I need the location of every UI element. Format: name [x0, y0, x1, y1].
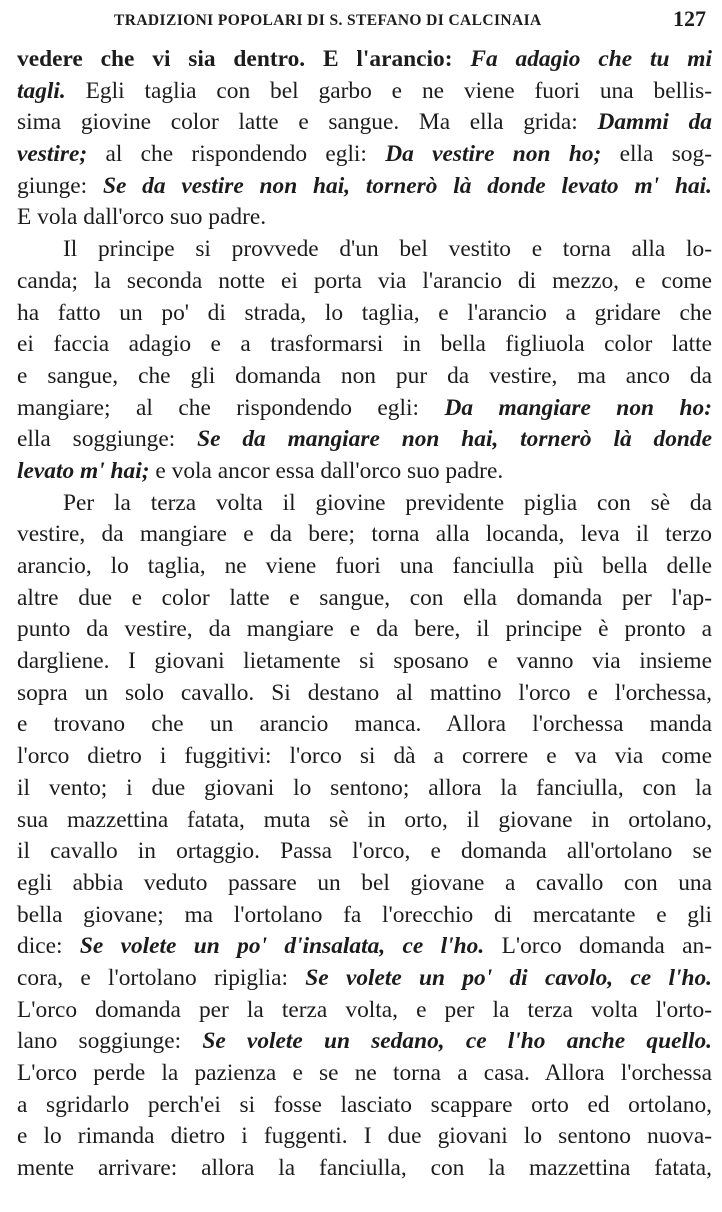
italic-segment: Dammi da: [597, 109, 712, 136]
text-line: [17, 298, 712, 330]
italic-segment: tagli.: [17, 77, 66, 104]
text-line: [17, 805, 712, 837]
text-segment: ella soggiunge:: [17, 426, 198, 453]
text-segment: ha fatto un po' di strada, lo taglia, e l'arancio a gridare che: [17, 299, 712, 326]
text-line: [17, 44, 712, 76]
body-text: [17, 44, 712, 1185]
text-line: [17, 1026, 712, 1058]
text-segment: sua mazzettina fatata, muta sè in orto, il giovane in ortolano,: [17, 806, 712, 833]
text-line: [17, 488, 712, 520]
italic-segment: Da vestire non ho;: [385, 141, 602, 168]
text-segment: il vento; i due giovani lo sentono; allora la fanciulla, con la: [17, 774, 712, 801]
text-line: [17, 995, 712, 1027]
text-line: [17, 931, 712, 963]
text-line: [17, 836, 712, 868]
text-segment: cora, e l'ortolano ripiglia:: [17, 964, 306, 991]
text-segment: e vola ancor essa dall'orco suo padre.: [149, 457, 504, 484]
text-segment: egli abbia veduto passare un bel giovane a cavallo con una: [17, 869, 712, 896]
text-segment: Il principe si provvede d'un bel vestito e torna alla lo-: [63, 236, 712, 263]
text-segment: E vola dall'orco suo padre.: [17, 204, 267, 231]
italic-segment: Da mangiare non ho:: [444, 394, 712, 421]
text-line: [17, 107, 712, 139]
text-line: [17, 678, 712, 710]
text-segment: altre due e color latte e sangue, con ella domanda per l'ap-: [17, 584, 712, 611]
text-line: [17, 551, 712, 583]
text-segment: l'orco dietro i fuggitivi: l'orco si dà a correre e va via come: [17, 743, 712, 770]
text-line: [17, 266, 712, 298]
italic-segment: Se volete un po' di cavolo, ce l'ho.: [305, 964, 712, 991]
text-line: [17, 76, 712, 108]
text-line: [17, 361, 712, 393]
text-segment: sopra un solo cavallo. Si destano al mattino l'orco e l'orchessa,: [17, 679, 712, 706]
text-line: [17, 139, 712, 171]
text-segment: ei faccia adagio e a trasformarsi in bella figliuola color latte: [17, 331, 712, 358]
text-line: [17, 171, 712, 203]
text-line: [17, 1058, 712, 1090]
text-segment: canda; la seconda notte ei porta via l'arancio di mezzo, e come: [17, 267, 712, 294]
text-line: [17, 456, 712, 488]
text-segment: arancio, lo taglia, ne viene fuori una fanciulla più bella delle: [17, 553, 712, 579]
text-segment: vestire, da mangiare e da bere; torna alla locanda, leva il terzo: [17, 521, 712, 548]
text-segment: e trovano che un arancio manca. Allora l'orchessa manda: [17, 711, 712, 738]
italic-segment: Se volete un sedano, ce l'ho anche quello.: [202, 1028, 712, 1055]
italic-segment: Fa adagio che tu mi: [470, 46, 712, 72]
text-segment: il cavallo in ortaggio. Passa l'orco, e domanda all'ortolano se: [17, 838, 712, 865]
text-segment: Per la terza volta il giovine previdente piglia con sè da: [63, 489, 712, 516]
text-segment: L'orco perde la pazienza e se ne torna a casa. Allora l'orchessa: [17, 1060, 712, 1086]
text-line: [17, 393, 712, 425]
text-segment: mangiare; al che rispondendo egli:: [17, 394, 445, 421]
text-segment: lano soggiunge:: [17, 1028, 203, 1055]
text-line: [17, 709, 712, 741]
running-head: TRADIZIONI POPOLARI DI S. STEFANO DI CALCINAIA: [114, 12, 542, 29]
text-line: [17, 202, 712, 234]
text-line: [17, 1153, 712, 1185]
text-segment: a sgridarlo perch'ei si fosse lasciato scappare orto ed ortolano,: [17, 1091, 712, 1118]
text-line: [17, 741, 712, 773]
text-segment: vedere che vi sia dentro. E l'arancio:: [17, 46, 471, 72]
text-line: [17, 329, 712, 361]
text-segment: bella giovane; ma l'ortolano fa l'orecchio di mercatante e gli: [17, 901, 712, 928]
text-line: [17, 614, 712, 646]
text-line: [17, 234, 712, 266]
text-segment: al che rispondendo egli:: [87, 141, 386, 168]
text-segment: Egli taglia con bel garbo e ne viene fuori una bellis-: [65, 77, 712, 104]
italic-segment: Se da mangiare non hai, tornerò là donde: [197, 426, 712, 453]
text-line: [17, 1090, 712, 1122]
text-line: [17, 424, 712, 456]
text-segment: L'orco domanda per la terza volta, e per la terza volta l'orto-: [17, 996, 712, 1023]
text-segment: e sangue, che gli domanda non pur da vestire, ma anco da: [17, 362, 712, 389]
italic-segment: levato m' hai;: [17, 457, 150, 484]
italic-segment: vestire;: [17, 141, 88, 168]
text-line: [17, 773, 712, 805]
italic-segment: Se da vestire non hai, tornerò là donde levato m' hai.: [102, 172, 712, 199]
text-segment: giunge:: [17, 172, 103, 199]
text-segment: L'orco domanda an-: [484, 933, 712, 960]
page-header: [17, 4, 712, 44]
text-segment: e lo rimanda dietro i fuggenti. I due giovani lo sentono nuova-: [17, 1123, 712, 1150]
text-line: [17, 646, 712, 678]
text-line: [17, 963, 712, 995]
text-segment: sima giovine color latte e sangue. Ma ella grida:: [17, 109, 598, 136]
text-segment: punto da vestire, da mangiare e da bere, il principe è pronto a: [17, 616, 712, 643]
page-number: 127: [673, 6, 706, 31]
text-segment: dice:: [17, 933, 80, 960]
italic-segment: Se volete un po' d'insalata, ce l'ho.: [79, 933, 485, 960]
text-line: [17, 900, 712, 932]
text-line: [17, 519, 712, 551]
text-line: [17, 583, 712, 615]
text-segment: ella sog-: [601, 141, 712, 168]
text-line: [17, 868, 712, 900]
text-segment: dargliene. I giovani lietamente si sposano e vanno via insieme: [17, 648, 712, 675]
text-segment: mente arrivare: allora la fanciulla, con la mazzettina fatata,: [17, 1155, 712, 1182]
text-line: [17, 1121, 712, 1153]
